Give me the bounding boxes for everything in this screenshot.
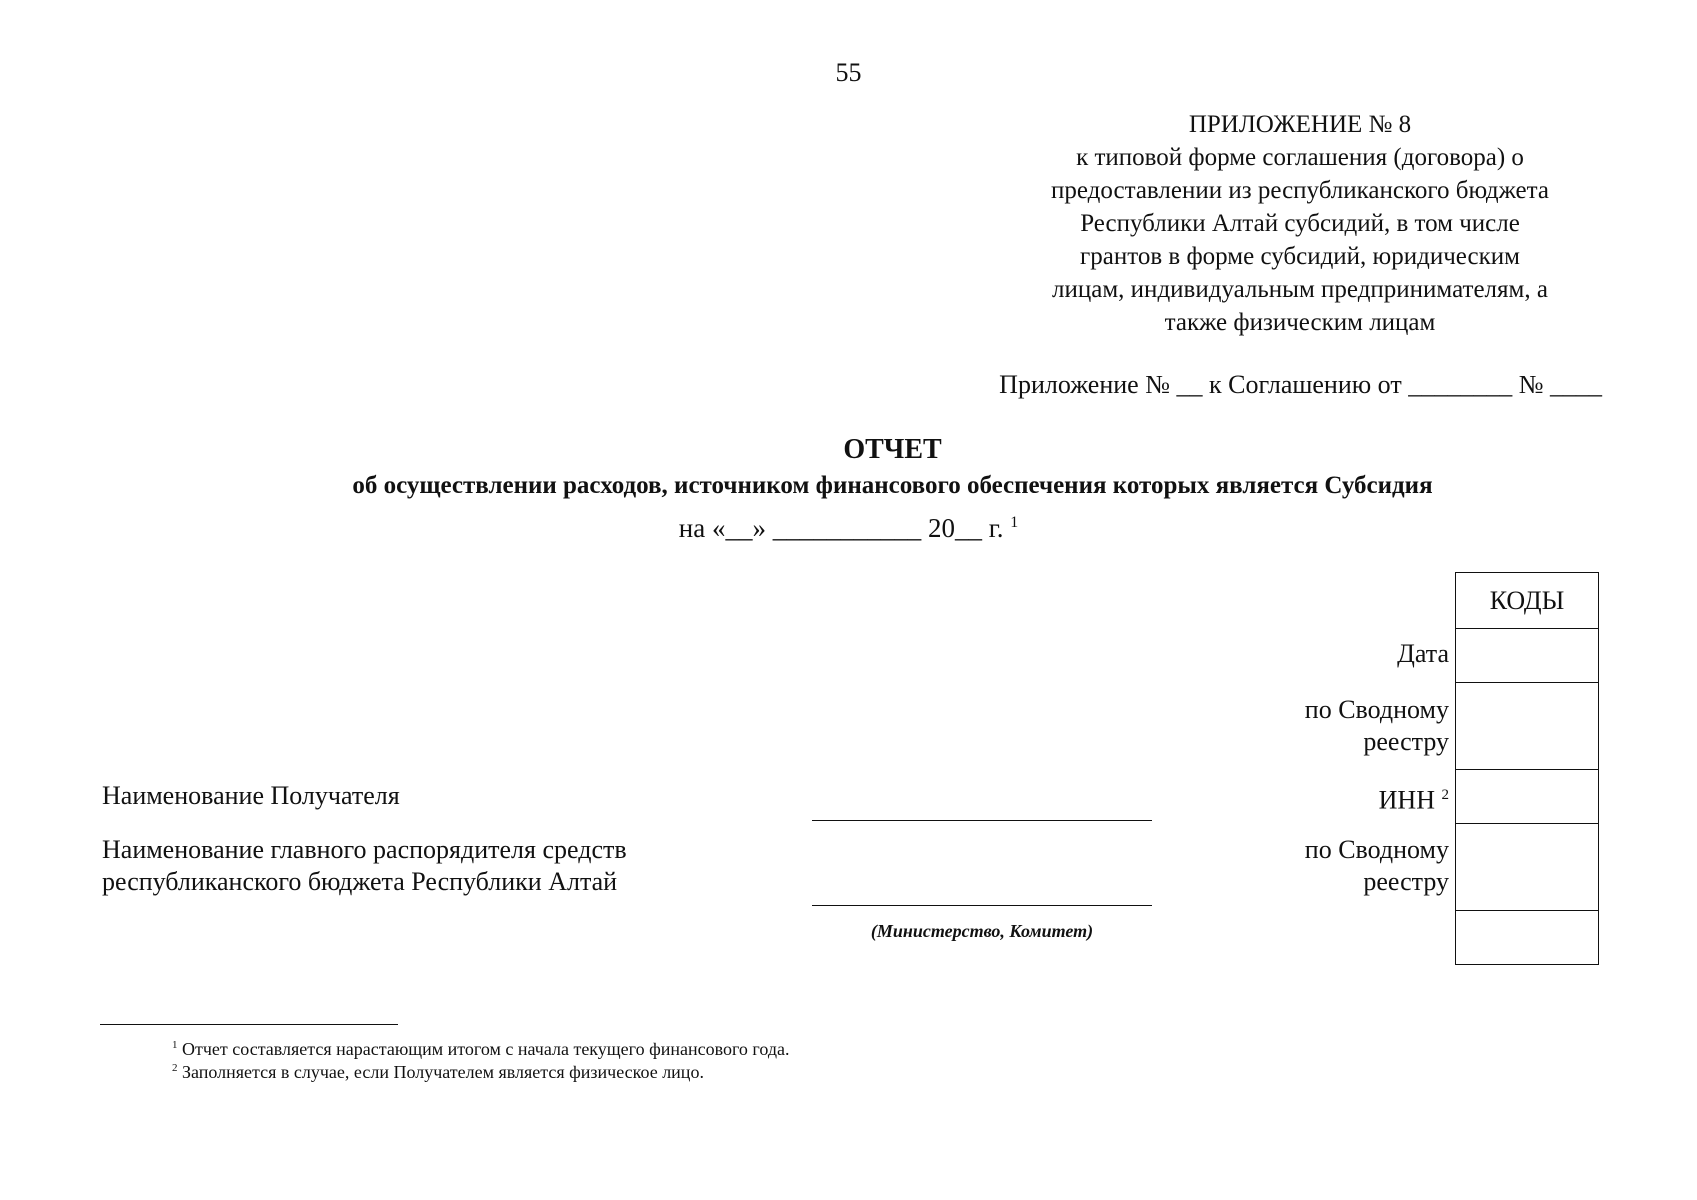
code-cell-registry-2 — [1456, 824, 1599, 911]
label-registry-1: по Сводному реестру — [1304, 695, 1449, 756]
appendix-line: лицам, индивидуальным предпринимателям, а — [1052, 276, 1548, 303]
manager-caption: (Министерство, Комитет) — [870, 921, 1094, 941]
label-inn-text: ИНН — [1378, 785, 1435, 815]
appendix-line: к типовой форме соглашения (договора) о — [1076, 144, 1524, 171]
code-cell-date — [1456, 629, 1599, 683]
report-subtitle: об осуществлении расходов, источником финансового обеспечения которых является Субсидия — [352, 472, 1433, 499]
footnote-text: Заполняется в случае, если Получателем является физическое лицо. — [182, 1062, 704, 1082]
footnote-mark: 1 — [172, 1039, 178, 1051]
footnote-mark: 2 — [172, 1062, 178, 1074]
footnote-mark: 2 — [1441, 787, 1449, 803]
report-title: ОТЧЕТ — [843, 434, 942, 465]
report-date-text: на «__» ___________ 20__ г. — [678, 513, 1004, 543]
code-cell-registry-1 — [1456, 683, 1599, 770]
manager-label-line-1: Наименование главного распорядителя средств — [102, 835, 627, 864]
manager-fill-line — [812, 905, 1152, 906]
appendix-line: Республики Алтай субсидий, в том числе — [1080, 210, 1520, 237]
recipient-label: Наименование Получателя — [102, 781, 400, 810]
manager-label-line-2: республиканского бюджета Республики Алтай — [102, 867, 618, 896]
codes-header: КОДЫ — [1456, 573, 1599, 629]
code-cell-inn — [1456, 770, 1599, 824]
footnote-1 — [172, 1039, 790, 1060]
appendix-line: также физическим лицам — [1164, 309, 1436, 336]
appendix-line: предоставлении из республиканского бюджета — [1051, 177, 1549, 204]
label-registry-2: по Сводному реестру — [1304, 835, 1449, 896]
agreement-reference: Приложение № __ к Соглашению от ________ № ____ — [999, 370, 1602, 399]
footnote-divider — [100, 1024, 398, 1025]
codes-table — [1455, 572, 1599, 965]
report-date-line — [0, 513, 1697, 544]
recipient-fill-line — [812, 820, 1152, 821]
page-number: 55 — [835, 58, 862, 87]
code-cell-empty — [1456, 911, 1599, 965]
footnote-2 — [172, 1062, 704, 1083]
appendix-line: грантов в форме субсидий, юридическим — [1080, 243, 1520, 270]
footnote-text: Отчет составляется нарастающим итогом с начала текущего финансового года. — [182, 1039, 790, 1059]
appendix-header — [1000, 108, 1600, 339]
label-date: Дата — [1397, 639, 1449, 668]
label-inn — [1379, 779, 1449, 817]
appendix-title: ПРИЛОЖЕНИЕ № 8 — [1188, 111, 1412, 138]
footnote-mark: 1 — [1010, 514, 1019, 531]
